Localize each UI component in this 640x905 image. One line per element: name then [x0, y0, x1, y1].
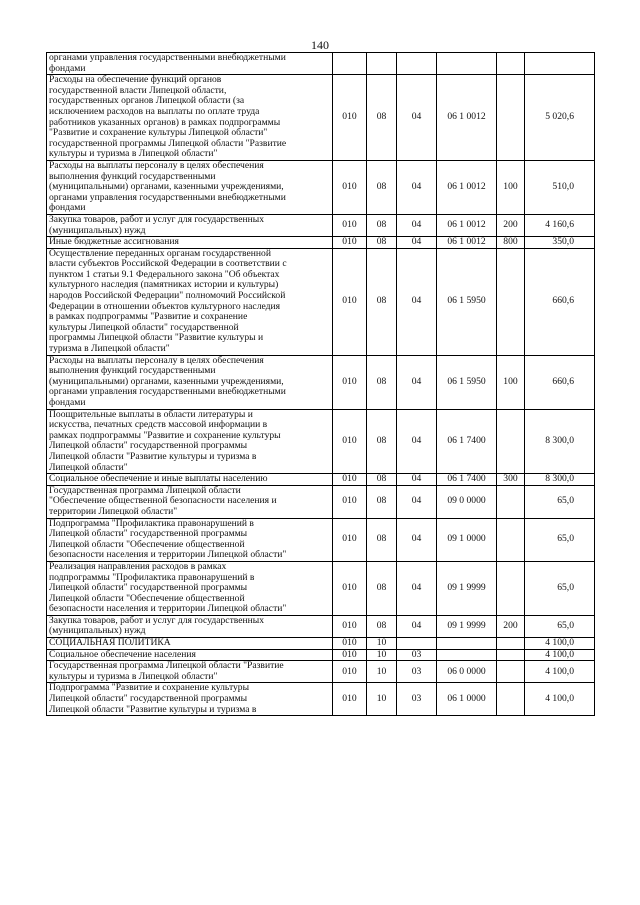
section-code: 10: [367, 649, 397, 661]
expense-type: [497, 661, 525, 683]
table-row: [47, 160, 595, 214]
section-code: 08: [367, 485, 397, 518]
table-row: [47, 409, 595, 474]
admin-code: 010: [333, 160, 367, 214]
amount: 4 100,0: [525, 683, 595, 716]
subsection-code: 04: [397, 355, 437, 409]
table-row: [47, 638, 595, 650]
subsection-code: 03: [397, 683, 437, 716]
table-row: [47, 214, 595, 236]
target-article: 09 0 0000: [437, 485, 497, 518]
subsection-code: 04: [397, 248, 437, 355]
subsection-code: 03: [397, 661, 437, 683]
admin-code: 010: [333, 485, 367, 518]
row-name: Иные бюджетные ассигнования: [47, 237, 333, 249]
row-name: Осуществление переданных органам государственной власти субъектов Российской Федерации в соответствии с пунктом 1 статьи 9.1 Федерального закона "Об объектах культурного наследия (памятниках истории и культуры) народов Российской Федерации" полномочий Российской Федерации в отношении объектов культурного наследия в рамках подпрограммы "Развитие и сохранение культуры Липецкой области" государственной программы Липецкой области "Развитие культуры и туризма в Липецкой области": [47, 248, 333, 355]
row-name: Поощрительные выплаты в области литературы и искусства, печатных средств массовой информации в рамках подпрограммы "Развитие и сохранение культуры Липецкой области" государственной программы Липецкой области "Развитие культуры и туризма в Липецкой области": [47, 409, 333, 474]
table-row: [47, 75, 595, 161]
admin-code: 010: [333, 649, 367, 661]
subsection-code: [397, 638, 437, 650]
row-name: Государственная программа Липецкой области "Развитие культуры и туризма в Липецкой области": [47, 661, 333, 683]
section-code: 10: [367, 661, 397, 683]
row-name: Социальное обеспечение населения: [47, 649, 333, 661]
subsection-code: 04: [397, 160, 437, 214]
target-article: [437, 53, 497, 75]
table-row: [47, 53, 595, 75]
target-article: 06 1 7400: [437, 409, 497, 474]
section-code: 08: [367, 248, 397, 355]
admin-code: 010: [333, 615, 367, 637]
table-row: [47, 683, 595, 716]
amount: 4 100,0: [525, 649, 595, 661]
row-name: Расходы на выплаты персоналу в целях обеспечения выполнения функций государственными (муниципальными) органами, казенными учреждениями, органами управления государственными внебюджетными фондами: [47, 160, 333, 214]
expense-type: [497, 561, 525, 615]
table-row: [47, 649, 595, 661]
admin-code: [333, 53, 367, 75]
admin-code: 010: [333, 561, 367, 615]
section-code: 08: [367, 355, 397, 409]
table-row: [47, 615, 595, 637]
amount: 8 300,0: [525, 409, 595, 474]
row-name: Закупка товаров, работ и услуг для государственных (муниципальных) нужд: [47, 214, 333, 236]
target-article: 09 1 0000: [437, 518, 497, 561]
section-code: 08: [367, 75, 397, 161]
expense-type: 800: [497, 237, 525, 249]
target-article: [437, 638, 497, 650]
section-code: 08: [367, 561, 397, 615]
subsection-code: 04: [397, 75, 437, 161]
amount: 4 100,0: [525, 638, 595, 650]
row-name: Государственная программа Липецкой области "Обеспечение общественной безопасности населения и территории Липецкой области": [47, 485, 333, 518]
target-article: [437, 649, 497, 661]
subsection-code: 04: [397, 615, 437, 637]
section-code: 08: [367, 237, 397, 249]
row-name: Подпрограмма "Развитие и сохранение культуры Липецкой области" государственной программы Липецкой области "Развитие культуры и туризма в: [47, 683, 333, 716]
amount: 660,6: [525, 355, 595, 409]
table-row: [47, 518, 595, 561]
section-code: 08: [367, 409, 397, 474]
section-code: [367, 53, 397, 75]
table-row: [47, 485, 595, 518]
target-article: 06 1 0012: [437, 75, 497, 161]
row-name: Социальное обеспечение и иные выплаты населению: [47, 474, 333, 486]
subsection-code: 03: [397, 649, 437, 661]
target-article: 06 1 5950: [437, 248, 497, 355]
expense-type: 200: [497, 615, 525, 637]
admin-code: 010: [333, 474, 367, 486]
target-article: 06 1 0012: [437, 160, 497, 214]
target-article: 06 1 5950: [437, 355, 497, 409]
section-code: 08: [367, 214, 397, 236]
amount: 65,0: [525, 561, 595, 615]
section-code: 08: [367, 160, 397, 214]
table-row: [47, 561, 595, 615]
expense-type: [497, 683, 525, 716]
row-name: Расходы на обеспечение функций органов государственной власти Липецкой области, государственных органов Липецкой области (за исключением расходов на выплаты по оплате труда работников указанных органов) в рамках подпрограммы "Развитие и сохранение культуры Липецкой области" государственной программы Липецкой области "Развитие культуры и туризма в Липецкой области": [47, 75, 333, 161]
amount: 65,0: [525, 518, 595, 561]
section-code: 08: [367, 615, 397, 637]
amount: 65,0: [525, 485, 595, 518]
subsection-code: 04: [397, 214, 437, 236]
subsection-code: 04: [397, 561, 437, 615]
expense-type: 200: [497, 214, 525, 236]
expense-type: [497, 485, 525, 518]
table-row: [47, 661, 595, 683]
section-code: 08: [367, 518, 397, 561]
row-name: СОЦИАЛЬНАЯ ПОЛИТИКА: [47, 638, 333, 650]
amount: 65,0: [525, 615, 595, 637]
expense-type: [497, 248, 525, 355]
expense-type: [497, 75, 525, 161]
expense-type: [497, 638, 525, 650]
section-code: 08: [367, 474, 397, 486]
expense-type: 100: [497, 355, 525, 409]
target-article: 09 1 9999: [437, 561, 497, 615]
amount: 4 100,0: [525, 661, 595, 683]
admin-code: 010: [333, 214, 367, 236]
expense-type: [497, 518, 525, 561]
row-name: Подпрограмма "Профилактика правонарушений в Липецкой области" государственной программы Липецкой области "Обеспечение общественной безопасности населения и территории Липецкой области": [47, 518, 333, 561]
amount: 510,0: [525, 160, 595, 214]
admin-code: 010: [333, 661, 367, 683]
subsection-code: 04: [397, 474, 437, 486]
amount: 5 020,6: [525, 75, 595, 161]
table-row: [47, 248, 595, 355]
amount: 350,0: [525, 237, 595, 249]
expense-type: [497, 53, 525, 75]
table-row: [47, 355, 595, 409]
admin-code: 010: [333, 409, 367, 474]
target-article: 06 1 0012: [437, 237, 497, 249]
page-number: 140: [311, 38, 329, 52]
target-article: 06 1 0000: [437, 683, 497, 716]
admin-code: 010: [333, 683, 367, 716]
expense-type: 300: [497, 474, 525, 486]
admin-code: 010: [333, 355, 367, 409]
row-name: Расходы на выплаты персоналу в целях обеспечения выполнения функций государственными (муниципальными) органами, казенными учреждениями, органами управления государственными внебюджетными фондами: [47, 355, 333, 409]
amount: 660,6: [525, 248, 595, 355]
subsection-code: 04: [397, 518, 437, 561]
admin-code: 010: [333, 638, 367, 650]
subsection-code: 04: [397, 485, 437, 518]
admin-code: 010: [333, 248, 367, 355]
admin-code: 010: [333, 518, 367, 561]
expense-type: [497, 649, 525, 661]
amount: 4 160,6: [525, 214, 595, 236]
subsection-code: 04: [397, 237, 437, 249]
row-name: органами управления государственными внебюджетными фондами: [47, 53, 333, 75]
budget-table: [46, 52, 595, 716]
expense-type: 100: [497, 160, 525, 214]
expense-type: [497, 409, 525, 474]
section-code: 10: [367, 683, 397, 716]
target-article: 06 1 0012: [437, 214, 497, 236]
section-code: 10: [367, 638, 397, 650]
table-row: [47, 237, 595, 249]
table-row: [47, 474, 595, 486]
target-article: 06 0 0000: [437, 661, 497, 683]
target-article: 09 1 9999: [437, 615, 497, 637]
row-name: Реализация направления расходов в рамках подпрограммы "Профилактика правонарушений в Липецкой области" государственной программы Липецкой области "Обеспечение общественной безопасности населения и территории Липецкой области": [47, 561, 333, 615]
admin-code: 010: [333, 237, 367, 249]
target-article: 06 1 7400: [437, 474, 497, 486]
amount: [525, 53, 595, 75]
subsection-code: [397, 53, 437, 75]
row-name: Закупка товаров, работ и услуг для государственных (муниципальных) нужд: [47, 615, 333, 637]
amount: 8 300,0: [525, 474, 595, 486]
admin-code: 010: [333, 75, 367, 161]
subsection-code: 04: [397, 409, 437, 474]
